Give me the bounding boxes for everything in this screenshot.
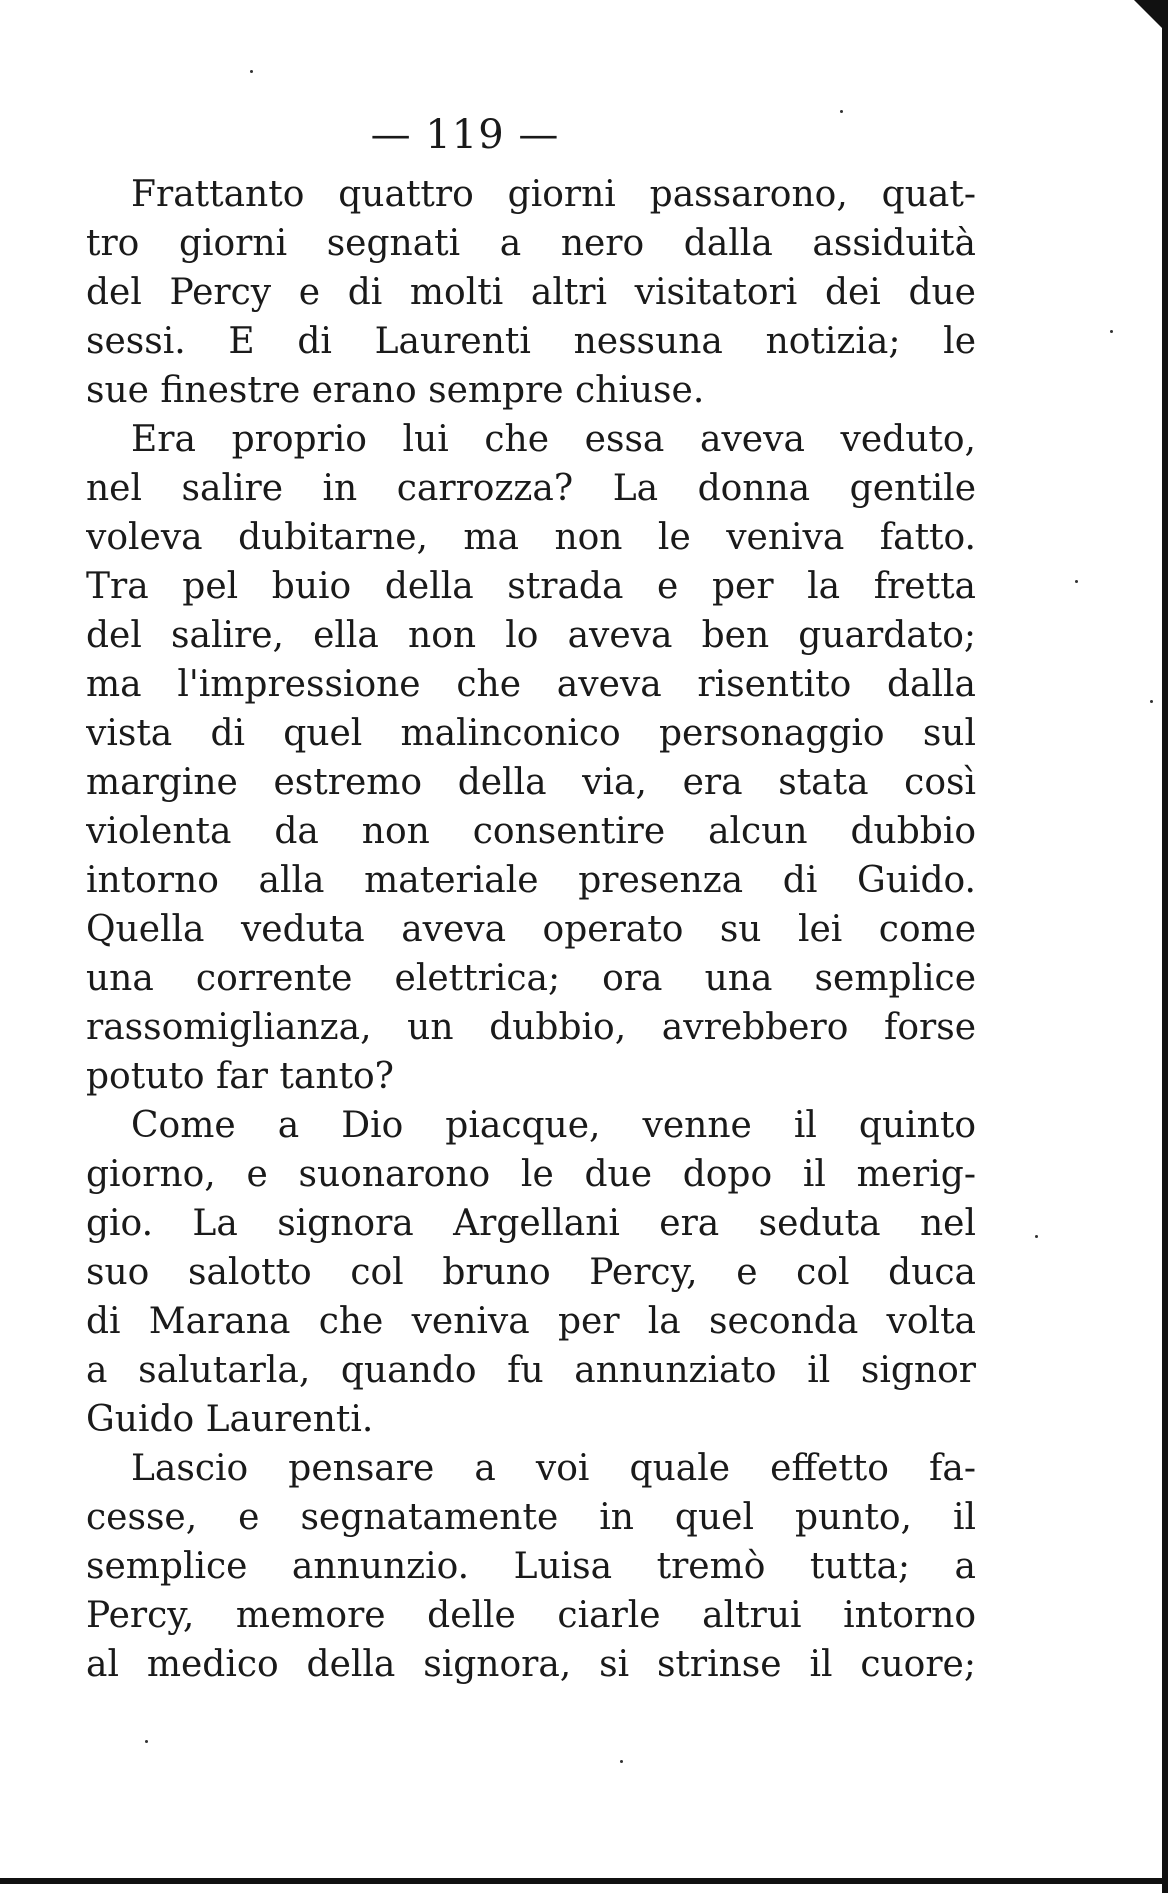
text-line: Lascio pensare a voi quale effetto fa- (131, 1448, 976, 1489)
scan-speck (1150, 700, 1153, 703)
scan-speck (145, 1740, 148, 1743)
text-line: Come a Dio piacque, venne il quinto (131, 1105, 976, 1146)
body-text (86, 170, 976, 1689)
scan-speck (1035, 1235, 1038, 1238)
text-line: potuto far tanto? (86, 1056, 394, 1097)
text-line: Era proprio lui che essa aveva veduto, (131, 419, 976, 460)
scan-speck (250, 70, 253, 73)
text-line: Tra pel buio della strada e per la fretta (86, 566, 976, 607)
scan-speck (620, 1760, 623, 1763)
text-line: Guido Laurenti. (86, 1399, 374, 1440)
text-line: intorno alla materiale presenza di Guido. (86, 860, 976, 901)
text-line: margine estremo della via, era stata così (86, 762, 976, 803)
text-line: Quella veduta aveva operato su lei come (86, 909, 976, 950)
text-line: nel salire in carrozza? La donna gentile (86, 468, 976, 509)
text-line: semplice annunzio. Luisa tremò tutta; a (86, 1546, 976, 1587)
text-line: suo salotto col bruno Percy, e col duca (86, 1252, 976, 1293)
text-line: sessi. E di Laurenti nessuna notizia; le (86, 321, 976, 362)
text-line: Frattanto quattro giorni passarono, quat- (131, 174, 976, 215)
text-line: ma l'impressione che aveva risentito dalla (86, 664, 976, 705)
scan-right-edge (1162, 0, 1168, 1893)
scan-speck (1110, 330, 1113, 333)
text-line: Percy, memore delle ciarle altrui intorno (86, 1595, 976, 1636)
text-line: giorno, e suonarono le due dopo il merig- (86, 1154, 976, 1195)
text-line: rassomiglianza, un dubbio, avrebbero forse (86, 1007, 976, 1048)
text-line: a salutarla, quando fu annunziato il signor (86, 1350, 976, 1391)
text-line: di Marana che veniva per la seconda volta (86, 1301, 976, 1342)
text-line: sue finestre erano sempre chiuse. (86, 370, 705, 411)
text-line: voleva dubitarne, ma non le veniva fatto. (86, 517, 976, 558)
text-line: tro giorni segnati a nero dalla assiduità (86, 223, 976, 264)
text-line: al medico della signora, si strinse il cuore; (86, 1644, 976, 1685)
text-line: violenta da non consentire alcun dubbio (86, 811, 976, 852)
page-number: — 119 — (370, 112, 560, 158)
scan-speck (1075, 580, 1078, 583)
text-line: del Percy e di molti altri visitatori dei due (86, 272, 976, 313)
text-line: gio. La signora Argellani era seduta nel (86, 1203, 976, 1244)
text-line: del salire, ella non lo aveva ben guardato; (86, 615, 976, 656)
text-line: vista di quel malinconico personaggio sul (86, 713, 976, 754)
scan-bottom-edge (0, 1878, 1168, 1884)
text-line: cesse, e segnatamente in quel punto, il (86, 1497, 976, 1538)
text-line: una corrente elettrica; ora una semplice (86, 958, 976, 999)
